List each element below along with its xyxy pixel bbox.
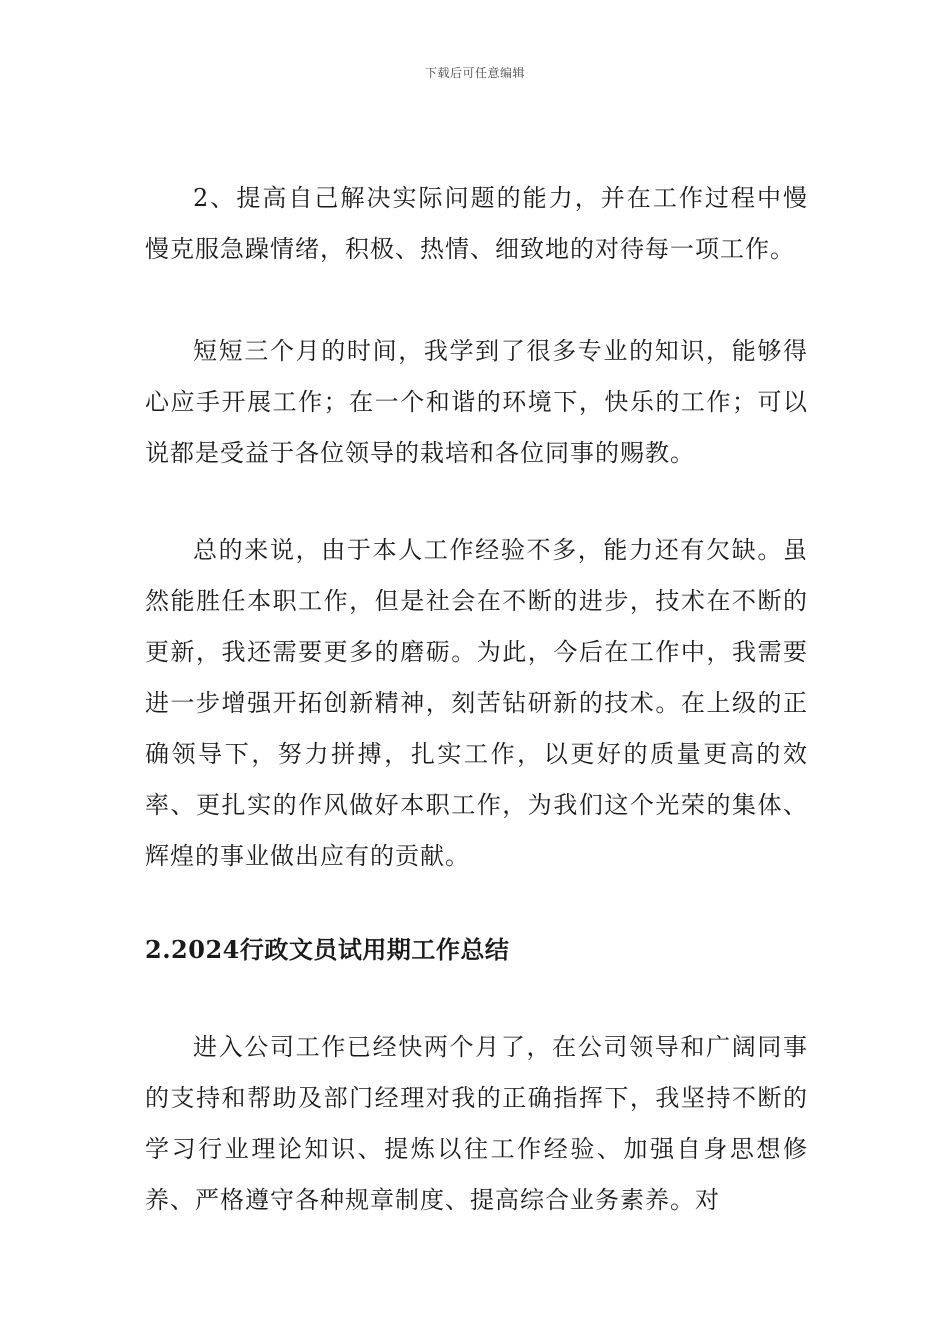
paragraph-text: 短短三个月的时间，我学到了很多专业的知识，能够得心应手开展工作；在一个和谐的环境下，快乐的工作；可以说都是受益于各位领导的栽培和各位同事的赐教。 [145,337,808,467]
section-heading: 2.2024行政文员试用期工作总结 [145,935,510,964]
paragraph-text: 进入公司工作已经快两个月了，在公司领导和广阔同事的支持和帮助及部门经理对我的正确指挥下，我坚持不断的学习行业理论知识、提炼以往工作经验、加强自身思想修养、严格遵守各种规章制度、提高综合业务素养。对 [145,1033,808,1214]
paragraph-text: 总的来说，由于本人工作经验不多，能力还有欠缺。虽然能胜任本职工作，但是社会在不断的进步，技术在不断的更新，我还需要更多的磨砺。为此，今后在工作中，我需要进一步增强开拓创新精神，刻苦钻研新的技术。在上级的正确领导下，努力拼搏，扎实工作，以更好的质量更高的效率、更扎实的作风做好本职工作，为我们这个光荣的集体、辉煌的事业做出应有的贡献。 [145,536,808,870]
paragraph-text: 2、提高自己解决实际问题的能力，并在工作过程中慢慢克服急躁情绪，积极、热情、细致地的对待每一项工作。 [145,184,808,263]
paragraph-three-months [145,326,808,479]
header-note: 下载后可任意编辑 [424,66,525,80]
paragraph-improve-ability [145,173,808,275]
paragraph-summary [145,525,808,882]
paragraph-section-intro [145,1022,808,1226]
